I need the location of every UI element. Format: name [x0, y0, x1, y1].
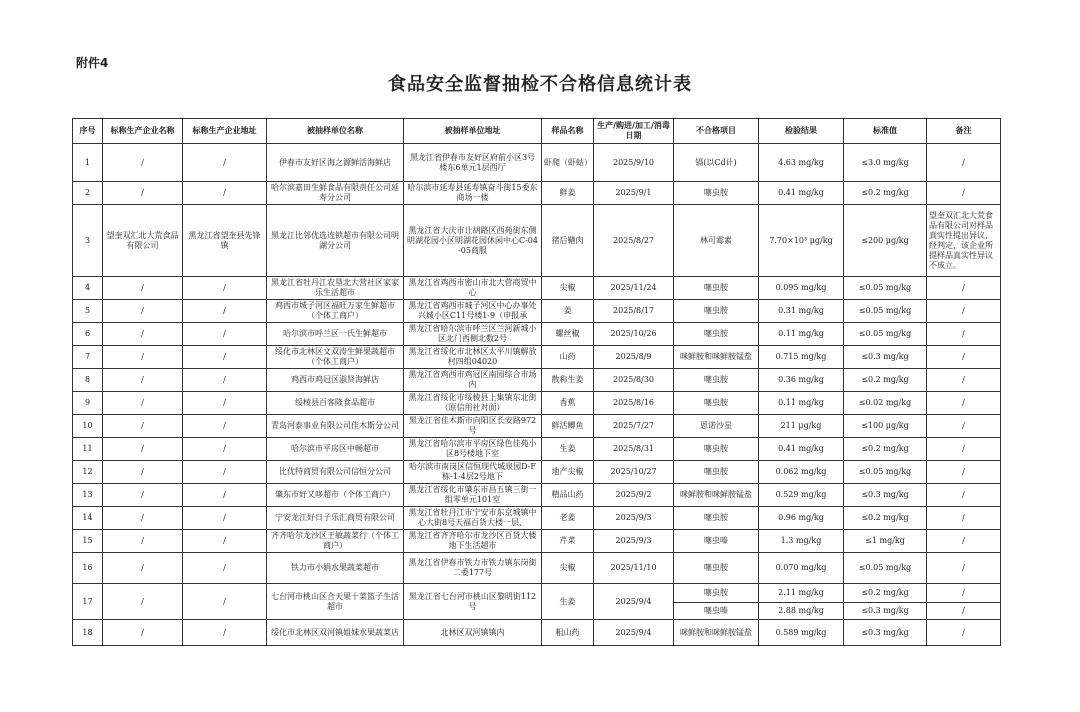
table-row: [73, 392, 1001, 415]
cell-standard: ≤100 μg/kg: [844, 415, 927, 438]
cell-unit: 哈尔滨市呼兰区一氏生鲜超市: [267, 323, 404, 346]
cell-unit-address: 黑龙江省伊春市友好区府前小区3号楼东6单元1层西厅: [404, 144, 542, 182]
cell-unit: 铁力市小娟水果蔬菜超市: [267, 553, 404, 584]
cell-note: /: [927, 392, 1001, 415]
header-cell: 序号: [73, 119, 103, 144]
cell-producer: /: [103, 144, 183, 182]
cell-producer-address: /: [183, 507, 267, 530]
header-cell: 被抽样单位地址: [404, 119, 542, 144]
cell-unit: 肇东市好又哆超市（个体工商户）: [267, 484, 404, 507]
cell-result: 0.095 mg/kg: [759, 277, 844, 300]
cell-unit-address: 黑龙江省七台河市桃山区黎明街112号: [404, 584, 542, 620]
table-row: [73, 415, 1001, 438]
attachment-label: 附件4: [76, 56, 109, 70]
cell-standard: ≤0.3 mg/kg: [844, 484, 927, 507]
cell-sample: 生姜: [542, 438, 594, 461]
cell-standard: ≤3.0 mg/kg: [844, 144, 927, 182]
cell-unit: 七台河市桃山区合天果十菜篮子生活超市: [267, 584, 404, 620]
cell-note: /: [927, 182, 1001, 205]
cell-item: 咪鲜胺和咪鲜胺锰盐: [674, 620, 759, 646]
cell-no: 18: [73, 620, 103, 646]
cell-producer-address: /: [183, 323, 267, 346]
cell-unit-address: 黑龙江省绥化市北林区太平川镇解放村四组04020: [404, 346, 542, 369]
cell-sample: 精品山药: [542, 484, 594, 507]
cell-standard: ≤0.05 mg/kg: [844, 461, 927, 484]
cell-result: 0.715 mg/kg: [759, 346, 844, 369]
cell-item: 噻虫胺: [674, 300, 759, 323]
cell-sample: 虾爬（虾蛄）: [542, 144, 594, 182]
cell-producer: /: [103, 553, 183, 584]
cell-date: 2025/7/27: [594, 415, 674, 438]
cell-note: 望奎双汇北大荒食品有限公司对样品真实性提出异议，经判定，该企业所提样品真实性异议不成立。: [927, 205, 1001, 277]
cell-sample: 尖椒: [542, 277, 594, 300]
cell-note: /: [927, 369, 1001, 392]
cell-item: 恩诺沙星: [674, 415, 759, 438]
cell-note: /: [927, 507, 1001, 530]
cell-date: 2025/8/30: [594, 369, 674, 392]
cell-item: 噻虫胺: [674, 553, 759, 584]
cell-unit-address: 黑龙江省绥化市绥棱县上集镇东北街（原信用社对面）: [404, 392, 542, 415]
cell-note: /: [927, 277, 1001, 300]
cell-unit-address: 黑龙江省鸡西市城子河区中心办事处兴城小区C11号楼1-9（申报承: [404, 300, 542, 323]
table-row: [73, 144, 1001, 182]
cell-item: 噻虫胺: [674, 277, 759, 300]
cell-date: 2025/9/4: [594, 584, 674, 620]
cell-date: 2025/11/10: [594, 553, 674, 584]
cell-result: 0.41 mg/kg: [759, 182, 844, 205]
cell-result: 0.11 mg/kg: [759, 323, 844, 346]
cell-date: 2025/8/9: [594, 346, 674, 369]
cell-result: 0.589 mg/kg: [759, 620, 844, 646]
cell-sample: 猪后鞧肉: [542, 205, 594, 277]
cell-producer-address: /: [183, 415, 267, 438]
cell-no: 8: [73, 369, 103, 392]
cell-no: 6: [73, 323, 103, 346]
table-row: [73, 182, 1001, 205]
cell-unit-address: 黑龙江省牡丹江市宁安市东京城镇中心大街8号天福百货大楼一层、: [404, 507, 542, 530]
cell-result: 0.11 mg/kg: [759, 392, 844, 415]
cell-sample: 鲜姜: [542, 182, 594, 205]
cell-note: /: [927, 530, 1001, 553]
cell-date: 2025/8/31: [594, 438, 674, 461]
cell-producer: /: [103, 584, 183, 620]
cell-standard: ≤0.2 mg/kg: [844, 507, 927, 530]
cell-sample: 生姜: [542, 584, 594, 620]
cell-standard: ≤0.3 mg/kg: [844, 603, 927, 620]
cell-unit: 比优特商贸有限公司信恒分公司: [267, 461, 404, 484]
cell-unit-address: 黑龙江省绥化市肇东市昌五镇三街一组零单元101室: [404, 484, 542, 507]
cell-date: 2025/9/4: [594, 620, 674, 646]
cell-no: 15: [73, 530, 103, 553]
cell-result: 2.11 mg/kg: [759, 584, 844, 603]
table-row: [73, 323, 1001, 346]
table-row: [73, 584, 1001, 603]
cell-producer-address: /: [183, 182, 267, 205]
cell-producer: /: [103, 415, 183, 438]
cell-item: 咪鲜胺和咪鲜胺锰盐: [674, 484, 759, 507]
cell-unit-address: 黑龙江省哈尔滨市呼兰区兰河新城小区北门西侧北数2号: [404, 323, 542, 346]
cell-producer-address: /: [183, 584, 267, 620]
cell-producer-address: /: [183, 392, 267, 415]
cell-unit-address: 黑龙江省佳木斯市向阳区长安路972号: [404, 415, 542, 438]
cell-item: 林可霉素: [674, 205, 759, 277]
header-cell: 标称生产企业名称: [103, 119, 183, 144]
table-row: [73, 277, 1001, 300]
cell-unit-address: 哈尔滨市南岗区信恒现代城泉园D-F栋-1-4层2号地下: [404, 461, 542, 484]
cell-unit: 绥化市北林区文双涛生鲜果蔬超市（个体工商户）: [267, 346, 404, 369]
cell-item: 噻虫胺: [674, 438, 759, 461]
cell-item: 噻虫嗪: [674, 530, 759, 553]
cell-unit-address: 北林区双河镇镇内: [404, 620, 542, 646]
cell-no: 16: [73, 553, 103, 584]
cell-note: /: [927, 620, 1001, 646]
cell-unit: 绥化市北林区双河镇姐妹水果蔬菜店: [267, 620, 404, 646]
cell-sample: 芹菜: [542, 530, 594, 553]
cell-note: /: [927, 484, 1001, 507]
table-row: [73, 484, 1001, 507]
cell-item: 噻虫胺: [674, 392, 759, 415]
cell-no: 11: [73, 438, 103, 461]
cell-producer-address: /: [183, 438, 267, 461]
header-cell: 被抽样单位名称: [267, 119, 404, 144]
cell-producer: /: [103, 438, 183, 461]
cell-item: 噻虫嗪: [674, 603, 759, 620]
cell-sample: 山药: [542, 346, 594, 369]
cell-standard: ≤0.2 mg/kg: [844, 182, 927, 205]
cell-sample: 老姜: [542, 507, 594, 530]
cell-unit-address: 黑龙江省大庆市让胡路区西苑街东侧明湖花园小区明湖花园休闲中心C-04-05商服: [404, 205, 542, 277]
cell-unit: 哈尔滨市平房区中畅超市: [267, 438, 404, 461]
cell-producer-address: /: [183, 553, 267, 584]
cell-date: 2025/8/16: [594, 392, 674, 415]
cell-producer: /: [103, 277, 183, 300]
table-row: [73, 461, 1001, 484]
cell-note: /: [927, 415, 1001, 438]
cell-date: 2025/9/10: [594, 144, 674, 182]
header-cell: 标准值: [844, 119, 927, 144]
cell-producer: /: [103, 620, 183, 646]
cell-result: 0.96 mg/kg: [759, 507, 844, 530]
cell-date: 2025/11/24: [594, 277, 674, 300]
cell-item: 噻虫胺: [674, 584, 759, 603]
cell-no: 14: [73, 507, 103, 530]
cell-no: 2: [73, 182, 103, 205]
cell-no: 7: [73, 346, 103, 369]
cell-note: /: [927, 461, 1001, 484]
cell-result: 7.70×10³ μg/kg: [759, 205, 844, 277]
cell-standard: ≤0.3 mg/kg: [844, 346, 927, 369]
cell-no: 17: [73, 584, 103, 620]
table-row: [73, 300, 1001, 323]
cell-unit: 鸡西市鸡冠区淑贤海鲜店: [267, 369, 404, 392]
cell-result: 0.31 mg/kg: [759, 300, 844, 323]
cell-producer: /: [103, 392, 183, 415]
cell-result: 211 μg/kg: [759, 415, 844, 438]
cell-producer-address: /: [183, 277, 267, 300]
cell-note: /: [927, 144, 1001, 182]
cell-unit-address: 黑龙江省鸡西市密山市北大营商贸中心: [404, 277, 542, 300]
cell-note: /: [927, 603, 1001, 620]
cell-result: 1.3 mg/kg: [759, 530, 844, 553]
cell-sample: 鲜活鲫鱼: [542, 415, 594, 438]
cell-producer-address: /: [183, 530, 267, 553]
cell-producer-address: /: [183, 346, 267, 369]
cell-no: 9: [73, 392, 103, 415]
cell-sample: 姜: [542, 300, 594, 323]
cell-result: 0.529 mg/kg: [759, 484, 844, 507]
cell-item: 噻虫胺: [674, 461, 759, 484]
cell-producer-address: /: [183, 300, 267, 323]
cell-item: 噻虫胺: [674, 507, 759, 530]
table-row: [73, 369, 1001, 392]
cell-producer: 望奎双汇北大荒食品有限公司: [103, 205, 183, 277]
cell-result: 0.36 mg/kg: [759, 369, 844, 392]
cell-date: 2025/8/27: [594, 205, 674, 277]
cell-no: 12: [73, 461, 103, 484]
table-row: [73, 438, 1001, 461]
cell-note: /: [927, 584, 1001, 603]
cell-producer: /: [103, 323, 183, 346]
cell-standard: ≤0.2 mg/kg: [844, 438, 927, 461]
cell-unit: 黑龙江比邻优选连锁超市有限公司明湖分公司: [267, 205, 404, 277]
cell-unit: 黑龙江省牡丹江农垦北大营社区家家乐生活超市: [267, 277, 404, 300]
header-cell: 不合格项目: [674, 119, 759, 144]
cell-producer: /: [103, 484, 183, 507]
cell-result: 0.062 mg/kg: [759, 461, 844, 484]
cell-standard: ≤0.3 mg/kg: [844, 620, 927, 646]
cell-producer: /: [103, 182, 183, 205]
cell-no: 5: [73, 300, 103, 323]
cell-unit: 绥棱县百客隆食品超市: [267, 392, 404, 415]
cell-producer-address: /: [183, 484, 267, 507]
cell-sample: 地产尖椒: [542, 461, 594, 484]
cell-note: /: [927, 346, 1001, 369]
header-cell: 样品名称: [542, 119, 594, 144]
cell-note: /: [927, 438, 1001, 461]
cell-no: 4: [73, 277, 103, 300]
cell-unit-address: 黑龙江省哈尔滨市平房区绿色佳苑小区8号楼地下室: [404, 438, 542, 461]
cell-item: 噻虫胺: [674, 323, 759, 346]
cell-producer: /: [103, 346, 183, 369]
cell-unit-address: 哈尔滨市延寿县延寿镇奋斗街15委东商场一楼: [404, 182, 542, 205]
cell-producer-address: /: [183, 144, 267, 182]
cell-note: /: [927, 323, 1001, 346]
cell-date: 2025/10/26: [594, 323, 674, 346]
cell-item: 噻虫胺: [674, 182, 759, 205]
header-cell: 备注: [927, 119, 1001, 144]
cell-producer-address: /: [183, 620, 267, 646]
table-row: [73, 530, 1001, 553]
header-cell: 标称生产企业地址: [183, 119, 267, 144]
cell-item: 镉(以Cd计): [674, 144, 759, 182]
cell-producer-address: /: [183, 369, 267, 392]
cell-no: 13: [73, 484, 103, 507]
header-cell: 生产/购进/加工/消毒日期: [594, 119, 674, 144]
table-row: [73, 620, 1001, 646]
cell-unit: 青岛河泰事业有限公司佳木斯分公司: [267, 415, 404, 438]
table-row: [73, 346, 1001, 369]
cell-unit: 伊春市友好区海之源鲜活海鲜店: [267, 144, 404, 182]
cell-date: 2025/9/2: [594, 484, 674, 507]
cell-standard: ≤0.2 mg/kg: [844, 369, 927, 392]
page-title: 食品安全监督抽检不合格信息统计表: [388, 74, 692, 95]
cell-standard: ≤200 μg/kg: [844, 205, 927, 277]
cell-date: 2025/8/17: [594, 300, 674, 323]
cell-producer-address: /: [183, 461, 267, 484]
cell-standard: ≤0.2 mg/kg: [844, 584, 927, 603]
cell-note: /: [927, 553, 1001, 584]
cell-unit-address: 黑龙江省伊春市铁力市铁力镇东岗街二委177号: [404, 553, 542, 584]
cell-unit-address: 黑龙江省齐齐哈尔市龙沙区百货大楼地下生活超市: [404, 530, 542, 553]
cell-date: 2025/10/27: [594, 461, 674, 484]
cell-unit: 哈尔滨嘉田生鲜食品有限责任公司延寿分公司: [267, 182, 404, 205]
cell-result: 2.88 mg/kg: [759, 603, 844, 620]
cell-date: 2025/9/3: [594, 507, 674, 530]
cell-standard: ≤0.05 mg/kg: [844, 553, 927, 584]
cell-producer: /: [103, 300, 183, 323]
cell-sample: 螺丝椒: [542, 323, 594, 346]
cell-sample: 散称生姜: [542, 369, 594, 392]
inspection-table: [72, 118, 1001, 646]
cell-standard: ≤0.02 mg/kg: [844, 392, 927, 415]
cell-result: 4.63 mg/kg: [759, 144, 844, 182]
cell-sample: 香蕉: [542, 392, 594, 415]
cell-result: 0.070 mg/kg: [759, 553, 844, 584]
table-row: [73, 553, 1001, 584]
cell-standard: ≤0.05 mg/kg: [844, 300, 927, 323]
table-header-row: [73, 119, 1001, 144]
header-cell: 检验结果: [759, 119, 844, 144]
cell-producer: /: [103, 461, 183, 484]
cell-unit: 宁安龙江好日子乐汇商贸有限公司: [267, 507, 404, 530]
cell-standard: ≤0.05 mg/kg: [844, 277, 927, 300]
cell-producer: /: [103, 530, 183, 553]
cell-standard: ≤1 mg/kg: [844, 530, 927, 553]
table-row: [73, 205, 1001, 277]
cell-standard: ≤0.05 mg/kg: [844, 323, 927, 346]
cell-date: 2025/9/3: [594, 530, 674, 553]
table-row: [73, 507, 1001, 530]
cell-date: 2025/9/1: [594, 182, 674, 205]
cell-no: 1: [73, 144, 103, 182]
cell-no: 3: [73, 205, 103, 277]
cell-producer: /: [103, 507, 183, 530]
cell-producer-address: 黑龙江省望奎县先锋镇: [183, 205, 267, 277]
cell-sample: 尖椒: [542, 553, 594, 584]
cell-item: 咪鲜胺和咪鲜胺锰盐: [674, 346, 759, 369]
cell-note: /: [927, 300, 1001, 323]
cell-result: 0.41 mg/kg: [759, 438, 844, 461]
cell-no: 10: [73, 415, 103, 438]
cell-item: 噻虫胺: [674, 369, 759, 392]
cell-unit-address: 黑龙江省鸡西市鸡冠区南园综合市场内: [404, 369, 542, 392]
cell-unit: 齐齐哈尔龙沙区王敏蔬菜行（个体工商户）: [267, 530, 404, 553]
cell-unit: 鸡西市城子河区福旺万家生鲜超市（个体工商户）: [267, 300, 404, 323]
cell-sample: 粗山药: [542, 620, 594, 646]
cell-producer: /: [103, 369, 183, 392]
